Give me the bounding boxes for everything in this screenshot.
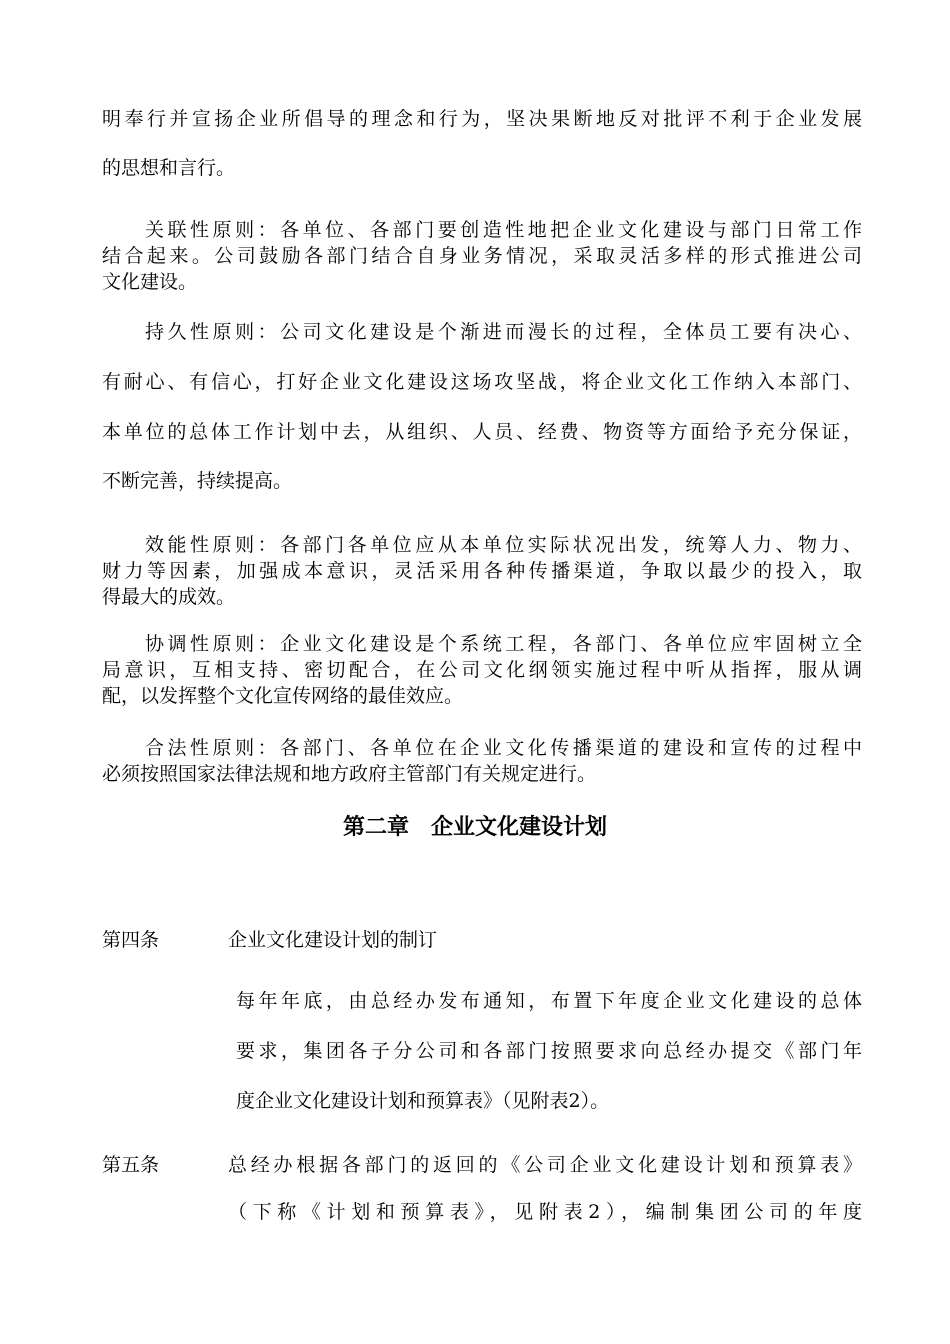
principle-relevance-line: 结合起来。公司鼓励各部门结合自身业务情况，采取灵活多样的形式推进公司	[102, 245, 862, 267]
principle-persistence-line: 持久性原则：公司文化建设是个渐进而漫长的过程，全体员工要有决心、	[145, 321, 862, 343]
article-heading: 企业文化建设计划的制订	[228, 929, 438, 951]
principle-coordination-line: 局意识，互相支持、密切配合，在公司文化纲领实施过程中听从指挥，服从调	[102, 659, 862, 681]
principle-persistence-line: 不断完善，持续提高。	[102, 470, 293, 492]
article-body-line: 度企业文化建设计划和预算表》（见附表2）。	[236, 1090, 610, 1112]
principle-efficiency-line: 得最大的成效。	[102, 586, 236, 608]
principle-legality-line: 合法性原则：各部门、各单位在企业文化传播渠道的建设和宣传的过程中	[145, 737, 862, 759]
article-body-line: 每年年底，由总经办发布通知，布置下年度企业文化建设的总体	[236, 990, 862, 1012]
principle-efficiency-line: 效能性原则：各部门各单位应从本单位实际状况出发，统筹人力、物力、	[145, 534, 862, 556]
principle-coordination-line: 协调性原则：企业文化建设是个系统工程，各部门、各单位应牢固树立全	[145, 633, 862, 655]
article-body-line: 总经办根据各部门的返回的《公司企业文化建设计划和预算表》	[228, 1154, 862, 1176]
principle-efficiency-line: 财力等因素，加强成本意识，灵活采用各种传播渠道，争取以最少的投入，取	[102, 560, 862, 582]
principle-persistence-line: 本单位的总体工作计划中去，从组织、人员、经费、物资等方面给予充分保证，	[102, 421, 862, 443]
principle-relevance-line: 文化建设。	[102, 271, 198, 293]
principle-persistence-line: 有耐心、有信心，打好企业文化建设这场攻坚战，将企业文化工作纳入本部门、	[102, 371, 862, 393]
article-body-line: 要求，集团各子分公司和各部门按照要求向总经办提交《部门年	[236, 1040, 862, 1062]
principle-coordination-line: 配，以发挥整个文化宣传网络的最佳效应。	[102, 685, 464, 707]
principle-legality-line: 必须按照国家法律法规和地方政府主管部门有关规定进行。	[102, 763, 597, 785]
chapter-title: 第二章 企业文化建设计划	[342, 815, 607, 840]
article-body-line: （下称《计划和预算表》，见附表2），编制集团公司的年度	[228, 1201, 862, 1223]
paragraph-line: 的思想和言行。	[102, 157, 236, 179]
principle-relevance-line: 关联性原则：各单位、各部门要创造性地把企业文化建设与部门日常工作	[145, 219, 862, 241]
paragraph-line: 明奉行并宣扬企业所倡导的理念和行为，坚决果断地反对批评不利于企业发展	[102, 108, 862, 130]
article-label: 第五条	[102, 1154, 160, 1176]
article-label: 第四条	[102, 929, 160, 951]
